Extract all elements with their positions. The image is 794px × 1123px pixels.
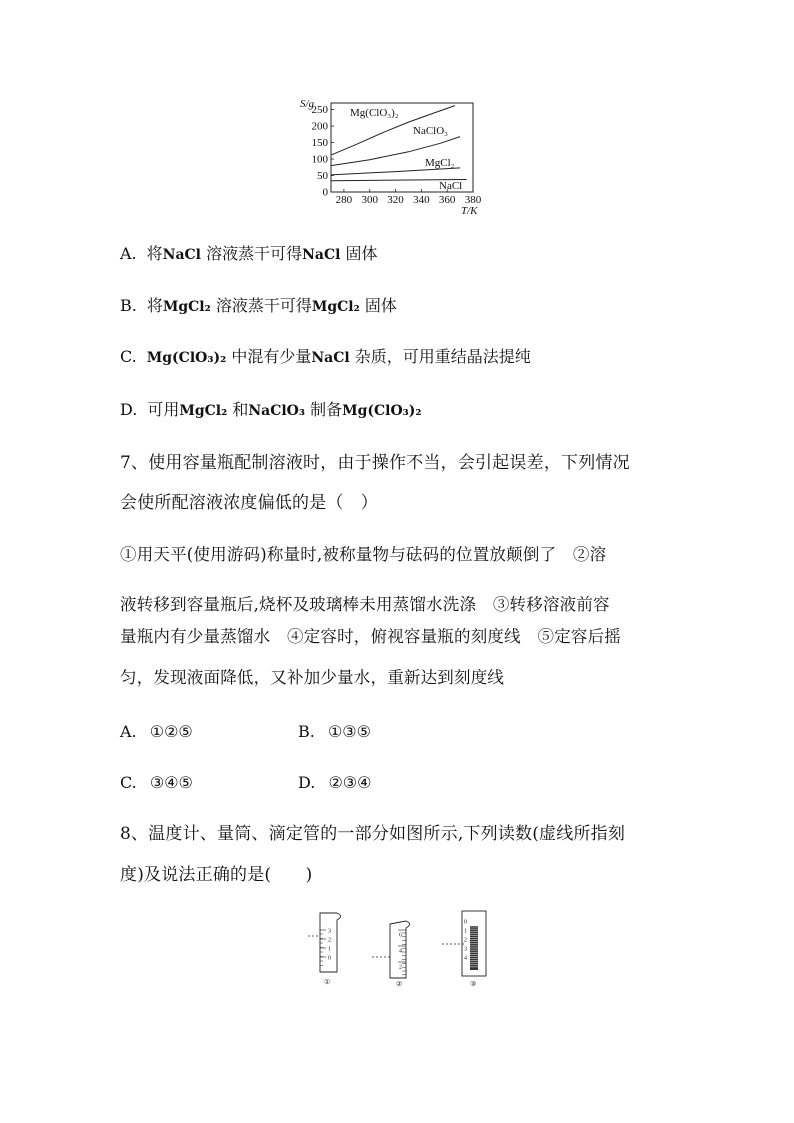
y-tick-label: 250 — [311, 104, 328, 117]
option-letter: B. — [298, 722, 315, 741]
x-tick-label: 320 — [387, 194, 404, 206]
q7-body-line-2: 液转移到容量瓶后,烧杯及玻璃棒未用蒸馏水洗涤 ③转移溶液前容 — [120, 595, 610, 614]
q6-option-a — [120, 244, 378, 265]
gauge-tick-label: 3 — [464, 946, 467, 953]
option-letter: A. — [120, 244, 137, 263]
option-text: ①③⑤ — [327, 722, 371, 741]
x-tick-label: 300 — [361, 194, 378, 206]
chemical-formula: MgCl₂ — [179, 403, 228, 419]
option-text: 溶液蒸干可得 — [201, 244, 303, 263]
q8-stem-line-2: 度)及说法正确的是( ) — [120, 865, 313, 885]
gauge-tick-label: 2 — [399, 964, 402, 971]
y-tick-label: 200 — [311, 120, 328, 133]
gauge-tick-label: 4 — [464, 955, 467, 962]
option-text: 中混有少量 — [226, 347, 312, 366]
measuring-instruments-figure — [300, 908, 500, 988]
option-letter: D. — [120, 400, 138, 419]
x-tick-label: 360 — [438, 194, 456, 206]
gauge-tick-label: 3 — [328, 928, 331, 935]
thermometer-gauge — [308, 913, 341, 986]
option-text: 和 — [227, 400, 249, 419]
chemical-formula: NaCl — [302, 247, 341, 263]
option-letter: B. — [120, 296, 137, 315]
gauge-3-label: ③ — [470, 980, 477, 988]
option-text: 制备 — [305, 400, 343, 419]
option-letter: D. — [298, 773, 316, 792]
x-axis-label: T/K — [461, 205, 478, 217]
gauge-tick-label: 2 — [328, 937, 331, 944]
y-axis-label: S/g — [300, 98, 315, 110]
y-tick-label: 50 — [317, 170, 328, 183]
option-text: 杂质，可用重结晶法提纯 — [349, 347, 531, 366]
gauge-tick-label: 0 — [328, 955, 331, 962]
q6-option-b — [120, 296, 397, 317]
q7-body-line-4: 匀，发现液面降低，又补加少量水，重新达到刻度线 — [120, 668, 505, 687]
gauge-tick-label: 4 — [399, 948, 402, 955]
chemical-formula: Mg(ClO₃)₂ — [146, 350, 227, 366]
x-tick-label: 380 — [464, 194, 482, 206]
y-tick-label: 0 — [322, 186, 328, 199]
series-label: NaClO₃ — [413, 125, 448, 137]
chemical-formula: MgCl₂ — [311, 299, 360, 315]
q7-body-line-3: 量瓶内有少量蒸馏水 ④定容时，俯视容量瓶的刻度线 ⑤定容后摇 — [120, 627, 621, 646]
series-label: NaCl — [439, 180, 463, 192]
q7-option-c — [120, 773, 193, 793]
series-label: Mg(ClO₃)₂ — [350, 107, 399, 119]
option-text: 将 — [146, 244, 163, 263]
option-text: 将 — [146, 296, 163, 315]
q6-option-c — [120, 347, 531, 368]
gauge-tick-label: 6 — [399, 932, 402, 939]
x-tick-label: 340 — [413, 194, 430, 206]
option-text: ②③④ — [328, 773, 372, 792]
gauge-tick-label: 1 — [464, 928, 467, 935]
chemical-formula: NaCl — [162, 247, 201, 263]
q7-stem-line-2: 会使所配溶液浓度偏低的是（ ） — [120, 493, 378, 513]
q7-body-line-1: ①用天平(使用游码)称量时,被称量物与砝码的位置放颠倒了 ②溶 — [120, 545, 607, 564]
option-text: 可用 — [147, 400, 180, 419]
chemical-formula: NaCl — [311, 350, 350, 366]
chemical-formula: Mg(ClO₃)₂ — [342, 403, 422, 419]
y-tick-label: 150 — [311, 137, 328, 150]
chemical-formula: NaClO₃ — [248, 403, 305, 419]
option-text: ①②⑤ — [149, 722, 193, 741]
chemical-formula: MgCl₂ — [162, 299, 211, 315]
gauge-2-label: ② — [396, 980, 403, 988]
gauge-1-label: ① — [324, 978, 331, 986]
q8-stem-line-1: 8、温度计、量筒、滴定管的一部分如图所示,下列读数(虚线所指刻 — [120, 824, 626, 844]
solubility-chart — [295, 96, 500, 218]
option-letter: C. — [120, 347, 137, 366]
option-text: 溶液蒸干可得 — [210, 296, 312, 315]
gauge-tick-label: 2 — [464, 937, 467, 944]
series-label: MgCl₂ — [425, 157, 455, 169]
option-text: ③④⑤ — [149, 773, 193, 792]
burette-gauge — [442, 911, 486, 988]
q6-option-d — [120, 400, 422, 421]
q7-option-b — [298, 722, 371, 742]
x-tick-label: 280 — [335, 194, 353, 206]
q7-option-a — [120, 722, 193, 742]
q7-option-d — [298, 773, 371, 793]
y-tick-label: 100 — [311, 153, 328, 166]
gauge-tick-label: 0 — [464, 919, 467, 926]
option-text: 固体 — [340, 244, 378, 263]
graduated-cylinder-gauge — [372, 921, 410, 988]
option-letter: A. — [120, 722, 137, 741]
gauge-tick-label: 1 — [328, 946, 331, 953]
q7-stem-line-1: 7、使用容量瓶配制溶液时，由于操作不当，会引起误差，下列情况 — [120, 453, 630, 473]
option-letter: C. — [120, 773, 137, 792]
option-text: 固体 — [359, 296, 397, 315]
